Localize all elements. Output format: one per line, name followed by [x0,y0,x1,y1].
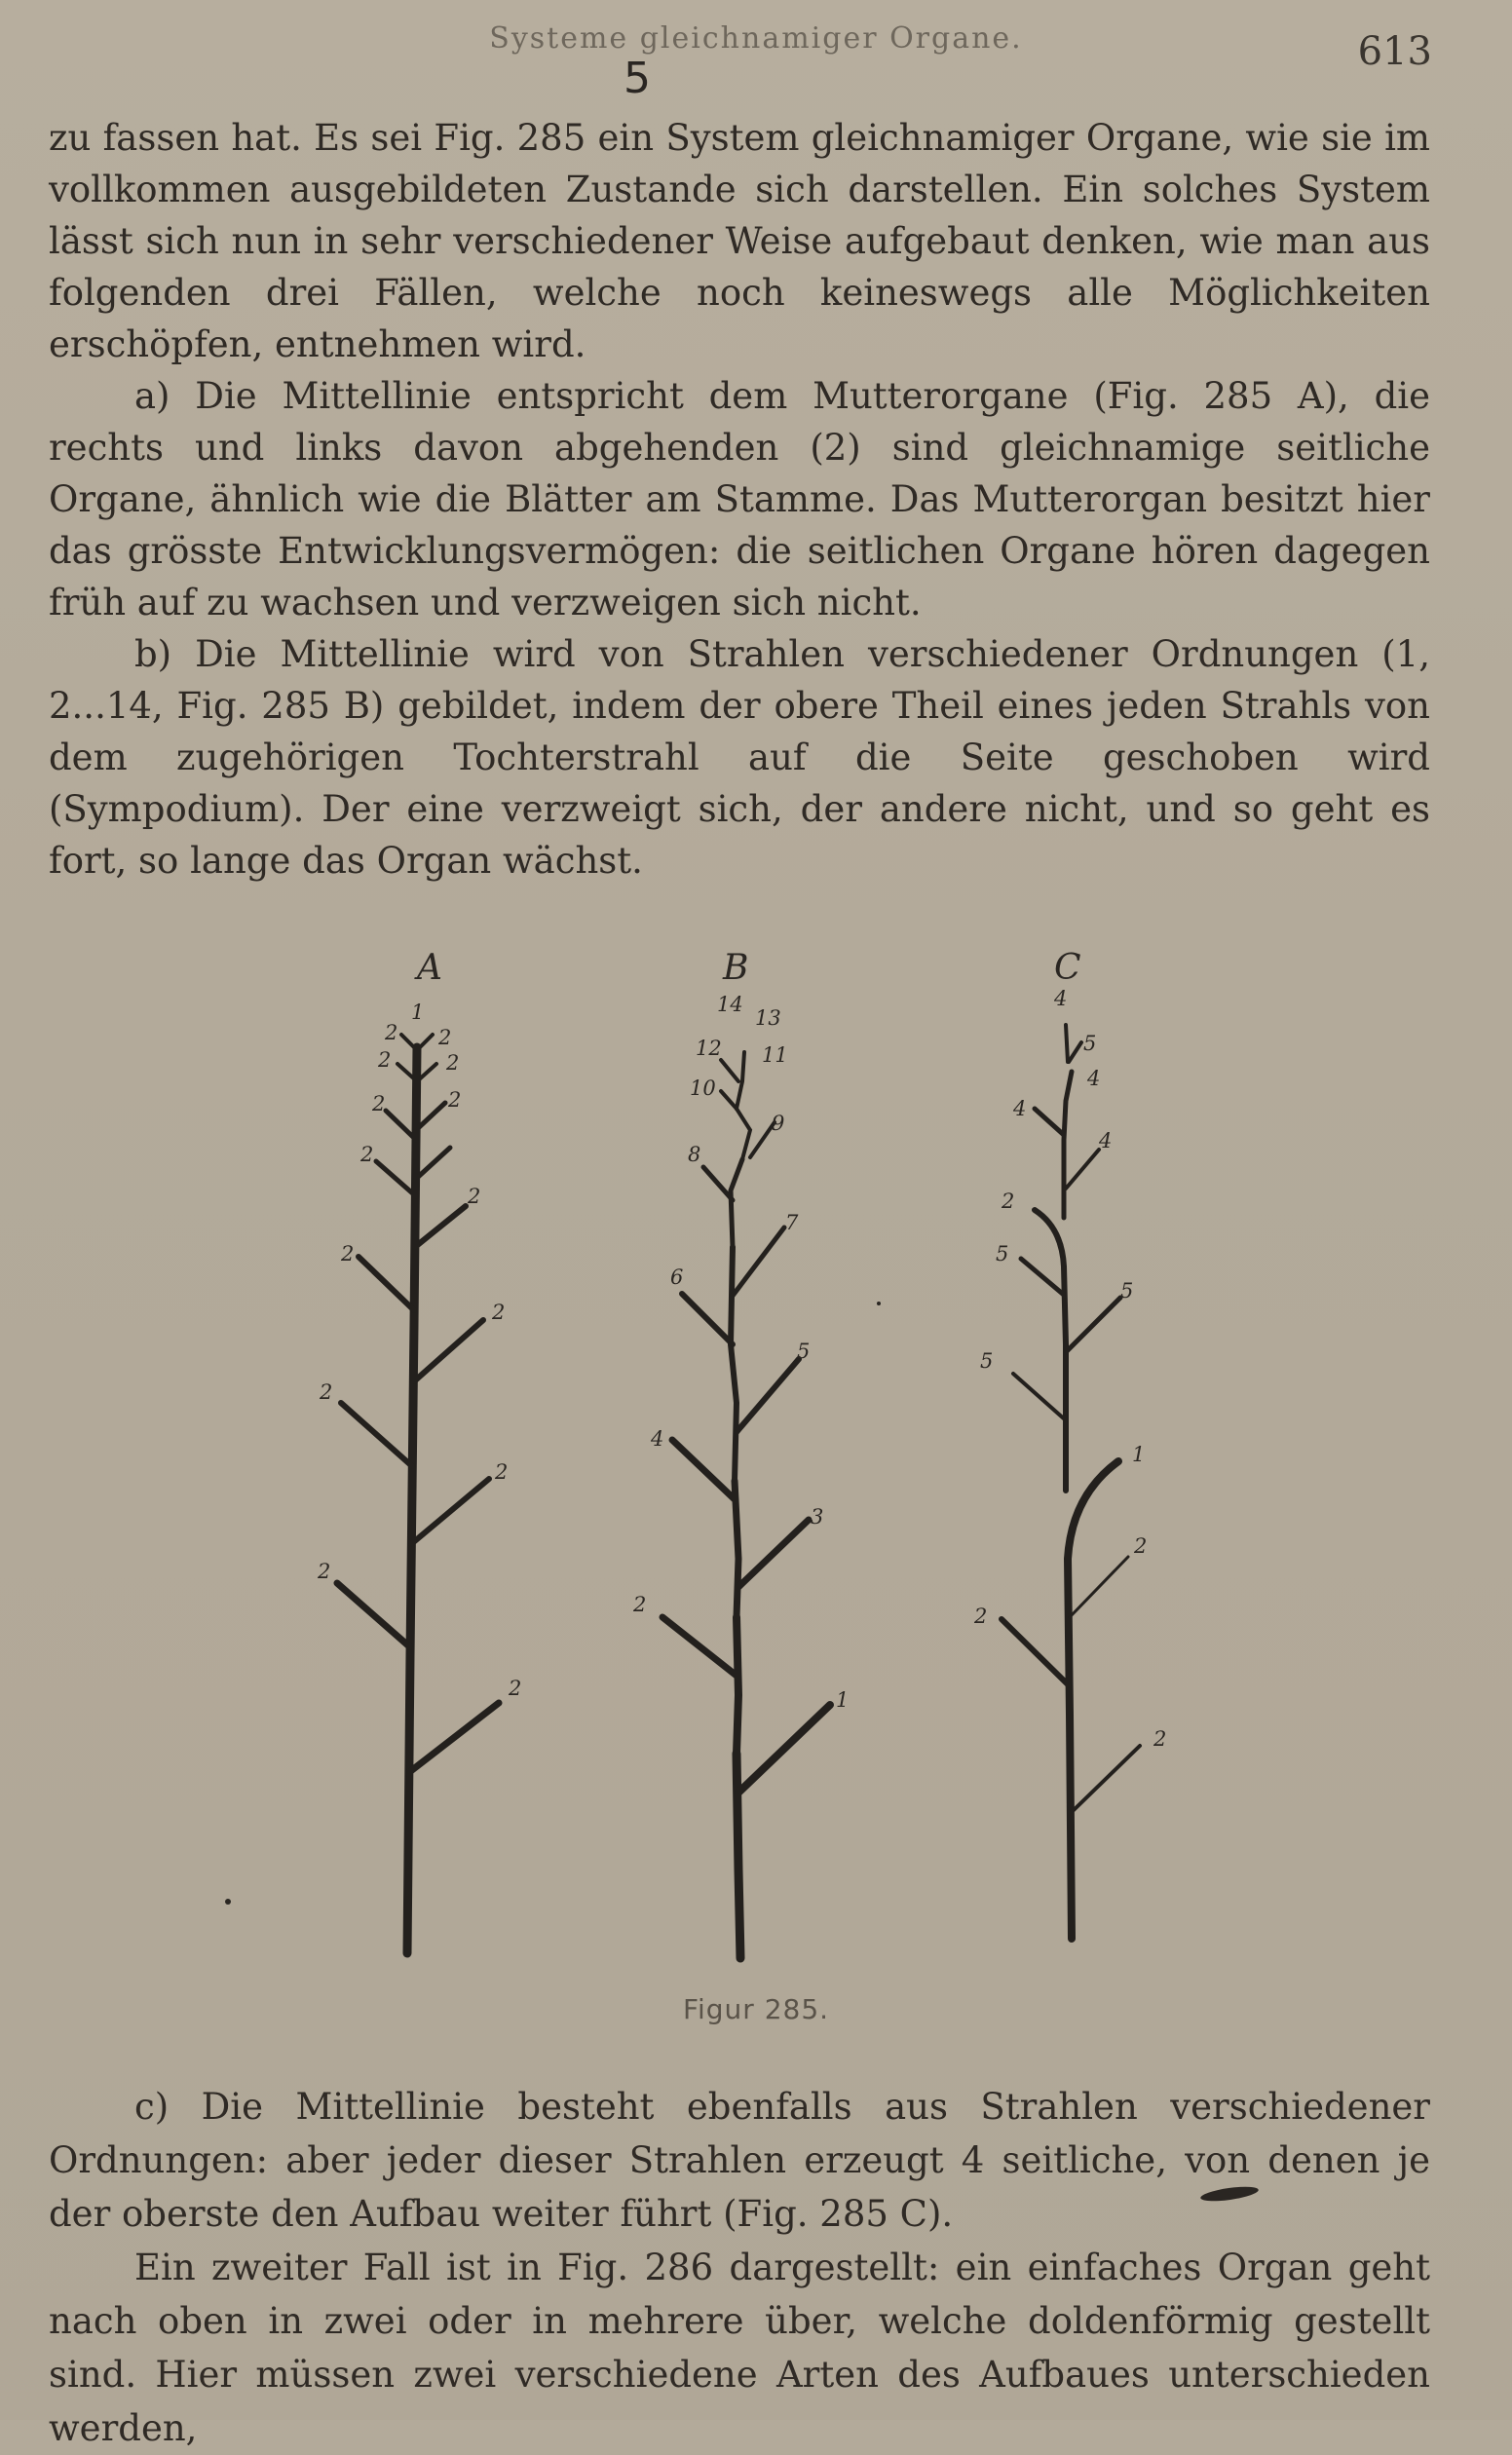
figure-c-branch [1035,1109,1064,1135]
figure-a-branch [359,1257,414,1310]
figure-a-branch [386,1111,416,1140]
figure-a-branch [408,1703,499,1773]
figure-b-branch [703,1167,733,1200]
figure-c-branch [1069,1042,1081,1062]
figure-b-branch [738,1705,830,1793]
figure-c-number: 4 [1087,1067,1101,1090]
paragraph-a: a) Die Mittellinie entspricht dem Mutterorgane (Fig. 285 A), die rechts und links davon abgehenden (2) sind gleichnamige seitliche Organe, ähnlich wie die Blätter am Stamme. Das Mutterorgan besitzt hier das grösste Entwicklungsvermögen: die seitlichen Organe hören dagegen früh auf zu wachsen und verzweigen sich nicht. [49,375,1430,623]
figure-c-branch [1066,1150,1099,1189]
figure-a-number: 2 [385,1021,398,1044]
figure-b-number: 13 [755,1006,781,1030]
figure-b-number: 12 [696,1037,722,1060]
figure-a-number: 2 [318,1560,331,1583]
figure-b-branch [733,1228,784,1296]
figure-c-number: 2 [974,1605,988,1628]
figure-b-axis-segment [737,1109,750,1159]
figure-a-number: 2 [448,1088,462,1112]
figure-a-number: 2 [378,1048,392,1072]
figure-a-branch [416,1148,450,1179]
figure-b-branch [721,1060,738,1081]
figure-b-axis-segment [731,1344,737,1481]
figure-b-number: 7 [785,1211,799,1234]
figure-a-number: 2 [446,1051,460,1075]
figure-a-number: 2 [341,1242,355,1265]
figure-caption: Figur 285. [682,1993,830,2025]
figure-c-branch [1066,1298,1120,1352]
figure-b-branch [737,1520,809,1588]
figure-c-number: 5 [980,1349,994,1373]
figure-a-number: 2 [360,1143,374,1166]
handwritten-mark: 5 [624,54,651,103]
figure-c-label: C [1054,948,1081,988]
figure-b-number: 14 [717,993,743,1016]
body-text-top [49,112,1430,887]
figure-a-number: 2 [372,1092,386,1115]
figure-b-axis-segment [737,1617,738,1754]
figure-a-label: A [417,948,442,988]
figure-c-axis-segment [1035,1210,1066,1491]
figure-a-branch [414,1320,483,1381]
figure-a-number: 2 [492,1301,506,1324]
paragraph-intro: zu fassen hat. Es sei Fig. 285 ein System gleichnamiger Organe, wie sie im vollkommen ausgebildeten Zustande sich darstellen. Ein solches System lässt sich nun in sehr verschiedener Weise aufgebaut denken, wie man aus folgenden drei Fällen, welche noch keineswegs alle Möglichkeiten erschöpfen, entnehmen wird. [49,117,1430,365]
paragraph-second-case: Ein zweiter Fall ist in Fig. 286 dargestellt: ein einfaches Organ geht nach oben in zwei oder in mehrere über, welche doldenförmig gestellt sind. Hier müssen zwei verschiedene Arten des Aufbaues unterschieden werden, [49,2247,1430,2449]
figure-c-number: 4 [1099,1129,1113,1152]
figure-a-number: 2 [468,1185,481,1208]
figure-c-branch [1070,1557,1128,1617]
figure-a-number: 2 [509,1677,522,1700]
ink-speck [877,1302,881,1305]
figure-b-number: 8 [688,1143,701,1166]
figure-a-branch [411,1479,489,1544]
figure-a [317,948,521,1953]
figure-b-number: 1 [836,1688,850,1712]
figure-c [973,948,1166,1939]
figure-b-label: B [723,948,749,988]
figure-b-number: 11 [762,1043,788,1067]
figure-drawing [0,935,1512,1987]
figure-c-number: 4 [1054,987,1068,1010]
figure-a-branch [337,1583,409,1646]
figure-a-branch [415,1206,466,1247]
figure-a-branch [401,1035,433,1050]
figure-b-number: 10 [690,1076,716,1100]
figure-c-axis-segment [1068,1461,1118,1939]
figure-b [632,948,849,1958]
figure-a-number: 2 [495,1460,509,1484]
figure-b-branch [737,1359,799,1432]
figure-a-number: 2 [320,1380,333,1404]
figure-c-number: 5 [996,1242,1009,1265]
page-number: 613 [1357,29,1432,74]
figure-a-number: 1 [411,1001,425,1024]
figure-b-axis-segment [737,1754,740,1958]
figure-c-branch [1021,1259,1065,1296]
figure-c-number: 5 [1083,1032,1097,1055]
figure-c-branch [1013,1374,1066,1420]
figure-b-axis-segment [731,1159,742,1247]
figure-a-number: 2 [438,1026,452,1049]
figure-285 [0,935,1512,1987]
figure-b-number: 9 [772,1112,785,1135]
figure-c-number: 4 [1013,1097,1027,1120]
figure-c-branch [1072,1746,1140,1812]
ink-speck [225,1899,231,1905]
figure-c-number: 2 [1153,1727,1167,1751]
figure-a-branch [376,1161,416,1196]
body-text-bottom [49,2080,1430,2455]
figure-b-number: 2 [633,1593,647,1616]
figure-b-number: 3 [811,1505,824,1529]
figure-c-number: 2 [1002,1190,1015,1213]
figure-c-number: 2 [1134,1534,1148,1558]
figure-c-axis-segment [1064,1072,1072,1218]
figure-a-main-axis [407,1047,417,1953]
figure-b-branch [662,1617,737,1676]
figure-b-number: 6 [670,1265,684,1289]
figure-c-axis-segment [1066,1025,1068,1062]
figure-b-branch [682,1294,733,1344]
figure-c-number: 5 [1120,1279,1134,1303]
paragraph-c: c) Die Mittellinie besteht ebenfalls aus Strahlen verschiedener Ordnungen: aber jeder dieser Strahlen erzeugt 4 seitliche, von denen je der oberste den Aufbau weiter führt (Fig. 285 C). [49,2086,1430,2235]
figure-c-branch [1002,1619,1069,1685]
figure-b-branch [721,1091,737,1109]
figure-a-branch [341,1403,412,1466]
figure-b-number: 5 [797,1340,811,1363]
running-head: Systeme gleichnamiger Organe. [489,21,1023,56]
figure-b-number: 4 [651,1427,664,1451]
figure-b-branch [672,1440,736,1500]
figure-c-number: 1 [1132,1443,1146,1466]
paragraph-b: b) Die Mittellinie wird von Strahlen verschiedener Ordnungen (1, 2...14, Fig. 285 B) gebildet, indem der obere Theil eines jeden Strahls von dem zugehörigen Tochterstrahl auf die Seite geschoben wird (Sympodium). Der eine verzweigt sich, der andere nicht, und so geht es fort, so lange das Organ wächst. [49,633,1430,882]
